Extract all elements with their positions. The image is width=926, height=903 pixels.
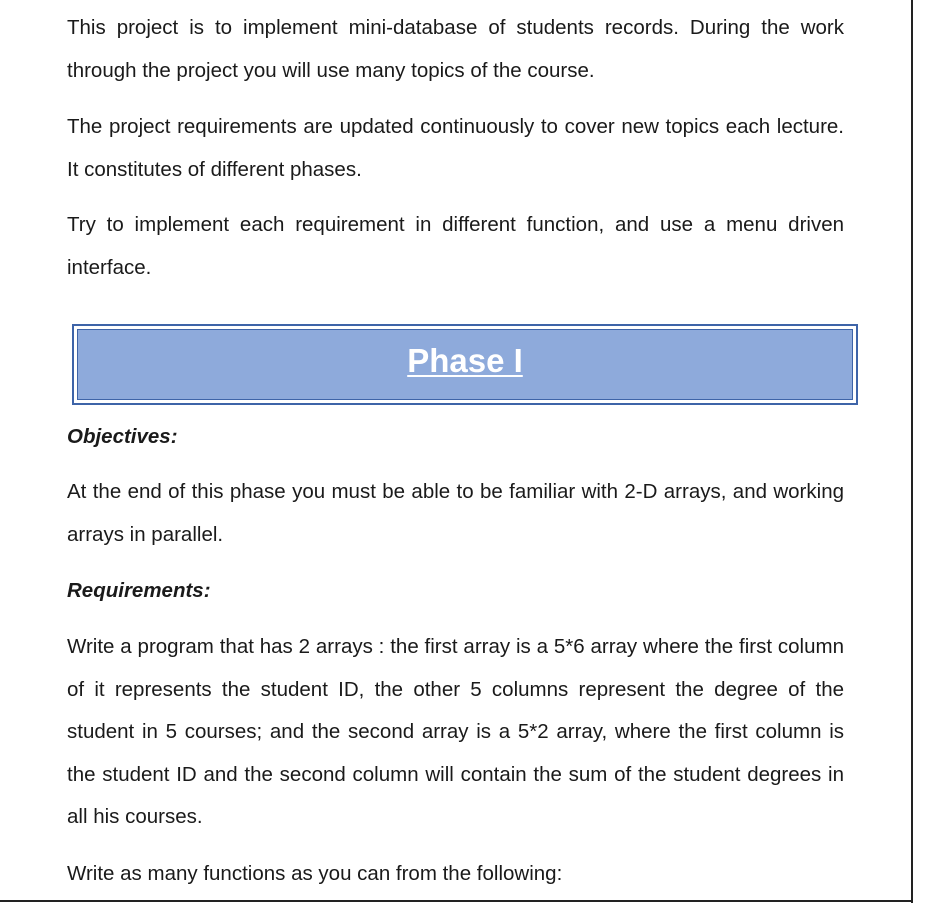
requirements-paragraph: Write a program that has 2 arrays : the first array is a 5*6 array where the first column of it represents the student ID, the other 5 columns represent the degree of the student in 5 courses; and the second array is a 5*2 array, where the first column is the student ID and the second column will contain the sum of the student degrees in all his courses. (67, 635, 844, 828)
page-border-bottom (0, 900, 913, 902)
requirements-heading: Requirements: (67, 579, 211, 602)
phase-banner-inner (77, 329, 853, 400)
page-border-right (911, 0, 913, 903)
objectives-heading: Objectives: (67, 425, 178, 448)
intro-paragraph-1: This project is to implement mini-database of students records. During the work through the project you will use many topics of the course. (67, 16, 844, 82)
phase-title: Phase I (407, 342, 523, 379)
objectives-paragraph: At the end of this phase you must be able to be familiar with 2-D arrays, and working arrays in parallel. (67, 480, 844, 546)
intro-paragraph-3: Try to implement each requirement in different function, and use a menu driven interface. (67, 213, 844, 279)
intro-paragraph-2: The project requirements are updated continuously to cover new topics each lecture. It constitutes of different phases. (67, 115, 844, 181)
functions-intro-paragraph: Write as many functions as you can from the following: (67, 862, 563, 885)
phase-banner (72, 324, 858, 405)
